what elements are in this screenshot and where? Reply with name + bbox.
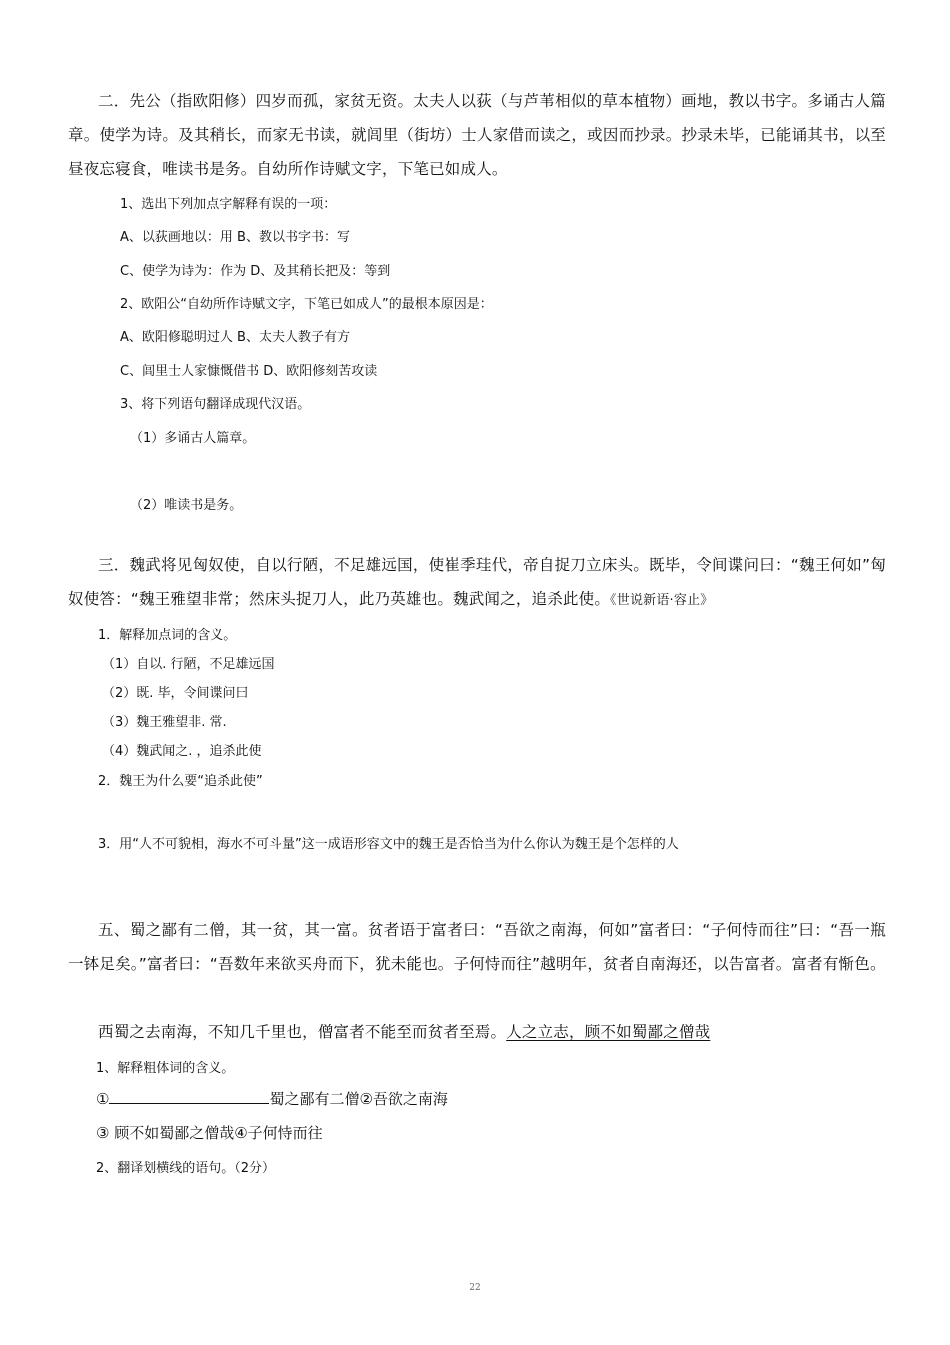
- s3-q1-item-3: （3）魏王雅望非. 常.: [102, 715, 227, 730]
- s5-question-1: 1、解释粗体词的含义。: [96, 1061, 235, 1076]
- s2-q3-item-1: （1）多诵古人篇章。: [130, 431, 256, 446]
- s3-q1-item-2: （2）既. 毕，令间谍问曰: [102, 686, 249, 701]
- s2-q2-options-cd: C、闾里士人家慷慨借书 D、欧阳修刻苦攻读: [120, 364, 378, 379]
- s3-source: 《世说新语·容止》: [610, 593, 714, 608]
- s3-q1-item-1: （1）自以. 行陋，不足雄远国: [102, 657, 275, 672]
- s3-q1-item-4: （4）魏武闻之. ，追杀此使: [102, 744, 262, 759]
- s2-question-2: 2、欧阳公“自幼所作诗赋文字，下笔已如成人”的最根本原因是：: [120, 297, 493, 312]
- s3-question-1: 1．解释加点词的含义。: [98, 628, 237, 643]
- s2-q1-options-ab: A、以荻画地以：用 B、教以书字书：写: [120, 230, 350, 245]
- section-two-passage: 二．先公（指欧阳修）四岁而孤，家贫无资。太夫人以荻（与芦苇相似的草本植物）画地，教以书字。多诵古人篇章。使学为诗。及其稍长，而家无书读，就闾里（街坊）士人家借而读之，或因而抄录。抄录未毕，已能诵其书，以至昼夜忘寝食，唯读书是务。自幼所作诗赋文字，下笔已如成人。: [68, 92, 886, 178]
- s5-q1-mark: ①: [96, 1090, 110, 1108]
- s5-underlined-sentence: 人之立志，顾不如蜀鄙之僧哉: [506, 1023, 711, 1041]
- s5-q1-line-a-text: 蜀之鄙有二僧②吾欲之南海: [269, 1090, 448, 1108]
- s5-q1-line-b: ③ 顾不如蜀鄙之僧哉④子何恃而往: [96, 1124, 323, 1142]
- s2-question-3: 3、将下列语句翻译成现代汉语。: [120, 397, 311, 412]
- s2-q3-item-2: （2）唯读书是务。: [130, 498, 243, 513]
- s3-question-2: 2．魏王为什么要“追杀此使”: [98, 774, 263, 789]
- s3-passage-text: 三．魏武将见匈奴使，自以行陋，不足雄远国，使崔季珪代，帝自捉刀立床头。既毕，令间谍问曰：“魏王何如”匈奴使答：“魏王雅望非常；然床头捉刀人，此乃英雄也。魏武闻之，追杀此使。: [68, 556, 886, 608]
- s5-q1-line-a: [96, 1088, 448, 1109]
- s2-q2-options-ab: A、欧阳修聪明过人 B、太夫人教子有方: [120, 330, 350, 345]
- s2-question-1: 1、选出下列加点字解释有误的一项：: [120, 197, 337, 212]
- section-five-passage: 五、蜀之鄙有二僧，其一贫，其一富。贫者语于富者曰：“吾欲之南海，何如”富者曰：“子何恃而往”曰：“吾一瓶一钵足矣。”富者曰：“吾数年来欲买舟而下，犹未能也。子何恃而往”越明年，贫者自南海还，以告富者。富者有惭色。: [68, 921, 886, 973]
- section-five-passage-2: [68, 1015, 886, 1049]
- answer-blank[interactable]: [109, 1089, 269, 1104]
- s5-passage2-text: 西蜀之去南海，不知几千里也，僧富者不能至而贫者至焉。: [98, 1023, 507, 1041]
- section-three-passage: [68, 548, 886, 618]
- s5-question-2: 2、翻译划横线的语句。（2分）: [96, 1161, 276, 1176]
- page-number: 22: [469, 1283, 481, 1293]
- s2-q1-options-cd: C、使学为诗为：作为 D、及其稍长把及：等到: [120, 264, 391, 279]
- s3-question-3: 3．用“人不可貌相，海水不可斗量”这一成语形容文中的魏王是否恰当为什么你认为魏王是个怎样的人: [98, 837, 679, 852]
